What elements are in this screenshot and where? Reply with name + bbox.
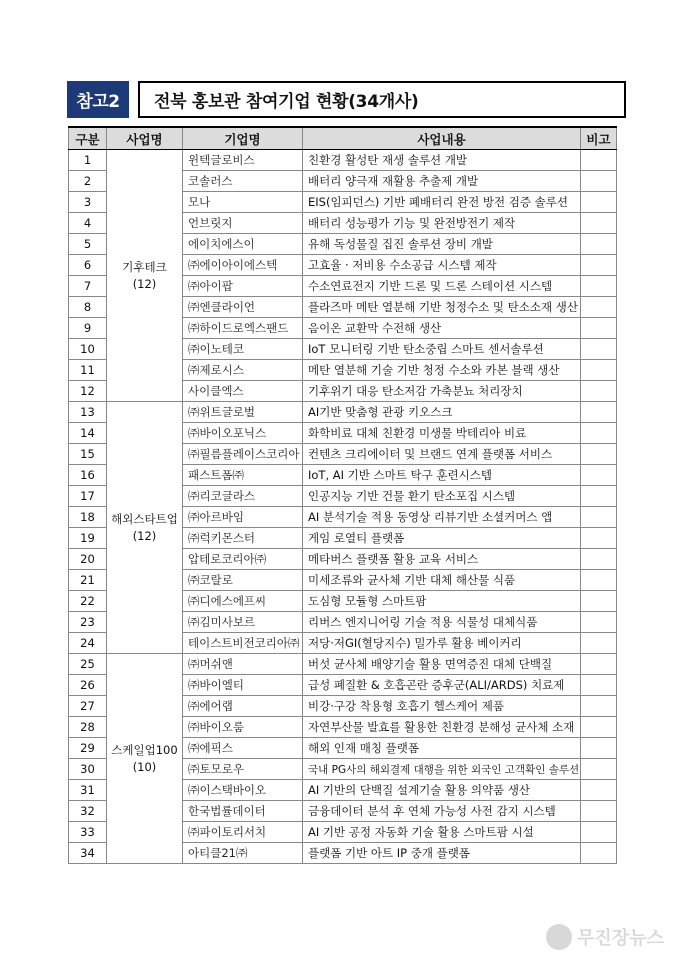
row-number: 33 [69, 822, 107, 843]
business-description: 메탄 열분해 기술 기반 청정 수소와 카본 블랙 생산 [303, 360, 581, 381]
program-count: (12) [132, 276, 157, 291]
business-description: AI기반 맞춤형 관광 키오스크 [303, 402, 581, 423]
watermark-logo-icon [546, 924, 572, 950]
company-name: ㈜아이팝 [183, 276, 303, 297]
note-cell [581, 717, 617, 738]
note-cell [581, 486, 617, 507]
company-name: ㈜위트글로벌 [183, 402, 303, 423]
col-header-company: 기업명 [183, 127, 303, 150]
watermark-text: 무진장뉴스 [577, 928, 664, 949]
company-name: ㈜리코글라스 [183, 486, 303, 507]
note-cell [581, 528, 617, 549]
note-cell [581, 402, 617, 423]
note-cell [581, 759, 617, 780]
note-cell [581, 843, 617, 864]
business-description: 게임 로열티 플랫폼 [303, 528, 581, 549]
row-number: 1 [69, 150, 107, 171]
row-number: 5 [69, 234, 107, 255]
business-description: 미세조류와 균사체 기반 대체 해산물 식품 [303, 570, 581, 591]
business-description: 수소연료전지 기반 드론 및 드론 스테이션 시스템 [303, 276, 581, 297]
business-description: 급성 폐질환 & 호흡곤란 증후군(ALI/ARDS) 치료제 [303, 675, 581, 696]
row-number: 3 [69, 192, 107, 213]
company-name: 에이치에스이 [183, 234, 303, 255]
program-name: 해외스타트업 [111, 511, 178, 526]
row-number: 27 [69, 696, 107, 717]
row-number: 22 [69, 591, 107, 612]
business-description: 해외 인재 매칭 플랫폼 [303, 738, 581, 759]
row-number: 32 [69, 801, 107, 822]
row-number: 29 [69, 738, 107, 759]
company-name: ㈜파이토리서치 [183, 822, 303, 843]
company-name: 모나 [183, 192, 303, 213]
row-number: 20 [69, 549, 107, 570]
note-cell [581, 381, 617, 402]
row-number: 30 [69, 759, 107, 780]
row-number: 23 [69, 612, 107, 633]
row-number: 21 [69, 570, 107, 591]
page-header [67, 81, 626, 118]
table-header-row [69, 127, 617, 150]
note-cell [581, 549, 617, 570]
row-number: 7 [69, 276, 107, 297]
col-header-note: 비고 [581, 127, 617, 150]
business-description: 금융데이터 분석 후 연체 가능성 사전 감지 시스템 [303, 801, 581, 822]
program-cell [107, 654, 183, 864]
company-name: 사이클엑스 [183, 381, 303, 402]
note-cell [581, 318, 617, 339]
company-name: ㈜이노테코 [183, 339, 303, 360]
company-name: ㈜바이오룸 [183, 717, 303, 738]
program-cell [107, 402, 183, 654]
business-description: 기후위기 대응 탄소저감 가축분뇨 처리장치 [303, 381, 581, 402]
note-cell [581, 612, 617, 633]
row-number: 16 [69, 465, 107, 486]
business-description: 컨텐츠 크리에이터 및 브랜드 연계 플랫폼 서비스 [303, 444, 581, 465]
table-row [69, 402, 617, 423]
row-number: 2 [69, 171, 107, 192]
note-cell [581, 738, 617, 759]
note-cell [581, 150, 617, 171]
company-name: 테이스트비전코리아㈜ [183, 633, 303, 654]
company-name: 윈텍글로비스 [183, 150, 303, 171]
note-cell [581, 822, 617, 843]
business-description: 고효율 · 저비용 수소공급 시스템 제작 [303, 255, 581, 276]
company-name: ㈜에픽스 [183, 738, 303, 759]
col-header-business: 사업내용 [303, 127, 581, 150]
company-table [68, 126, 617, 864]
note-cell [581, 654, 617, 675]
business-description: 비강·구강 착용형 호흡기 헬스케어 제품 [303, 696, 581, 717]
note-cell [581, 339, 617, 360]
note-cell [581, 192, 617, 213]
watermark [546, 924, 664, 950]
row-number: 34 [69, 843, 107, 864]
business-description: IoT, AI 기반 스마트 탁구 훈련시스템 [303, 465, 581, 486]
note-cell [581, 255, 617, 276]
note-cell [581, 297, 617, 318]
row-number: 10 [69, 339, 107, 360]
note-cell [581, 276, 617, 297]
business-description: 화학비료 대체 친환경 미생물 박테리아 비료 [303, 423, 581, 444]
row-number: 24 [69, 633, 107, 654]
note-cell [581, 675, 617, 696]
business-description: 유해 독성물질 집진 솔루션 장비 개발 [303, 234, 581, 255]
program-name: 기후테크 [122, 259, 167, 274]
business-description: 인공지능 기반 건물 환기 탄소포집 시스템 [303, 486, 581, 507]
company-name: ㈜하이드로엑스팬드 [183, 318, 303, 339]
note-cell [581, 234, 617, 255]
company-name: ㈜엔클라이언 [183, 297, 303, 318]
row-number: 15 [69, 444, 107, 465]
business-description: AI 기반 공정 자동화 기술 활용 스마트팜 시설 [303, 822, 581, 843]
note-cell [581, 507, 617, 528]
row-number: 13 [69, 402, 107, 423]
business-description: 리버스 엔지니어링 기술 적용 식물성 대체식품 [303, 612, 581, 633]
business-description: 자연부산물 발효를 활용한 친환경 분해성 균사체 소재 [303, 717, 581, 738]
note-cell [581, 465, 617, 486]
note-cell [581, 570, 617, 591]
program-count: (12) [132, 528, 157, 543]
row-number: 17 [69, 486, 107, 507]
business-description: 음이온 교환막 수전해 생산 [303, 318, 581, 339]
business-description: 국내 PG사의 해외결제 대행을 위한 외국인 고객확인 솔루션 [303, 759, 581, 780]
reference-tag: 참고2 [67, 81, 129, 118]
row-number: 9 [69, 318, 107, 339]
note-cell [581, 423, 617, 444]
company-name: ㈜제로시스 [183, 360, 303, 381]
note-cell [581, 591, 617, 612]
business-description: 플랫폼 기반 아트 IP 중개 플랫폼 [303, 843, 581, 864]
row-number: 4 [69, 213, 107, 234]
note-cell [581, 171, 617, 192]
company-name: ㈜머쉬앤 [183, 654, 303, 675]
row-number: 26 [69, 675, 107, 696]
company-name: 패스트폼㈜ [183, 465, 303, 486]
company-name: 아티클21㈜ [183, 843, 303, 864]
row-number: 31 [69, 780, 107, 801]
business-description: 버섯 균사체 배양기술 활용 면역증진 대체 단백질 [303, 654, 581, 675]
company-name: ㈜필름플레이스코리아 [183, 444, 303, 465]
company-name: ㈜럭키몬스터 [183, 528, 303, 549]
row-number: 14 [69, 423, 107, 444]
program-count: (10) [132, 759, 157, 774]
business-description: 저당·저GI(혈당지수) 밀가루 활용 베이커리 [303, 633, 581, 654]
note-cell [581, 801, 617, 822]
note-cell [581, 360, 617, 381]
business-description: 플라즈마 메탄 열분해 기반 청정수소 및 탄소소재 생산 [303, 297, 581, 318]
company-name: ㈜코랄로 [183, 570, 303, 591]
company-name: 한국법률데이터 [183, 801, 303, 822]
row-number: 28 [69, 717, 107, 738]
row-number: 8 [69, 297, 107, 318]
business-description: 배터리 성능평가 기능 및 완전방전기 제작 [303, 213, 581, 234]
business-description: IoT 모니터링 기반 탄소중립 스마트 센서솔루션 [303, 339, 581, 360]
business-description: 도심형 모듈형 스마트팜 [303, 591, 581, 612]
row-number: 6 [69, 255, 107, 276]
row-number: 18 [69, 507, 107, 528]
business-description: AI 기반의 단백질 설계기술 활용 의약품 생산 [303, 780, 581, 801]
business-description: 메타버스 플랫폼 활용 교육 서비스 [303, 549, 581, 570]
row-number: 19 [69, 528, 107, 549]
company-name: ㈜아르바임 [183, 507, 303, 528]
table-row [69, 654, 617, 675]
company-name: ㈜디에스에프씨 [183, 591, 303, 612]
company-name: 코솔러스 [183, 171, 303, 192]
note-cell [581, 696, 617, 717]
table-row [69, 150, 617, 171]
note-cell [581, 213, 617, 234]
business-description: AI 분석기술 적용 동영상 리뷰기반 소셜커머스 앱 [303, 507, 581, 528]
business-description: 배터리 양극재 재활용 추출제 개발 [303, 171, 581, 192]
company-name: ㈜에어랩 [183, 696, 303, 717]
company-name: ㈜에이아이에스텍 [183, 255, 303, 276]
company-name: ㈜바이엘티 [183, 675, 303, 696]
note-cell [581, 633, 617, 654]
row-number: 11 [69, 360, 107, 381]
note-cell [581, 780, 617, 801]
col-header-program: 사업명 [107, 127, 183, 150]
note-cell [581, 444, 617, 465]
business-description: EIS(임피던스) 기반 폐배터리 완전 방전 검증 솔루션 [303, 192, 581, 213]
table-body [69, 150, 617, 864]
row-number: 25 [69, 654, 107, 675]
program-name: 스케일업100 [111, 742, 178, 757]
company-name: ㈜바이오포닉스 [183, 423, 303, 444]
company-name: 언브릿지 [183, 213, 303, 234]
business-description: 친환경 활성탄 재생 솔루션 개발 [303, 150, 581, 171]
company-name: ㈜김미사보르 [183, 612, 303, 633]
row-number: 12 [69, 381, 107, 402]
company-name: ㈜이스택바이오 [183, 780, 303, 801]
company-name: 압테로코리아㈜ [183, 549, 303, 570]
company-name: ㈜토모로우 [183, 759, 303, 780]
program-cell [107, 150, 183, 402]
col-header-no: 구분 [69, 127, 107, 150]
page-title: 전북 홍보관 참여기업 현황(34개사) [138, 81, 626, 118]
